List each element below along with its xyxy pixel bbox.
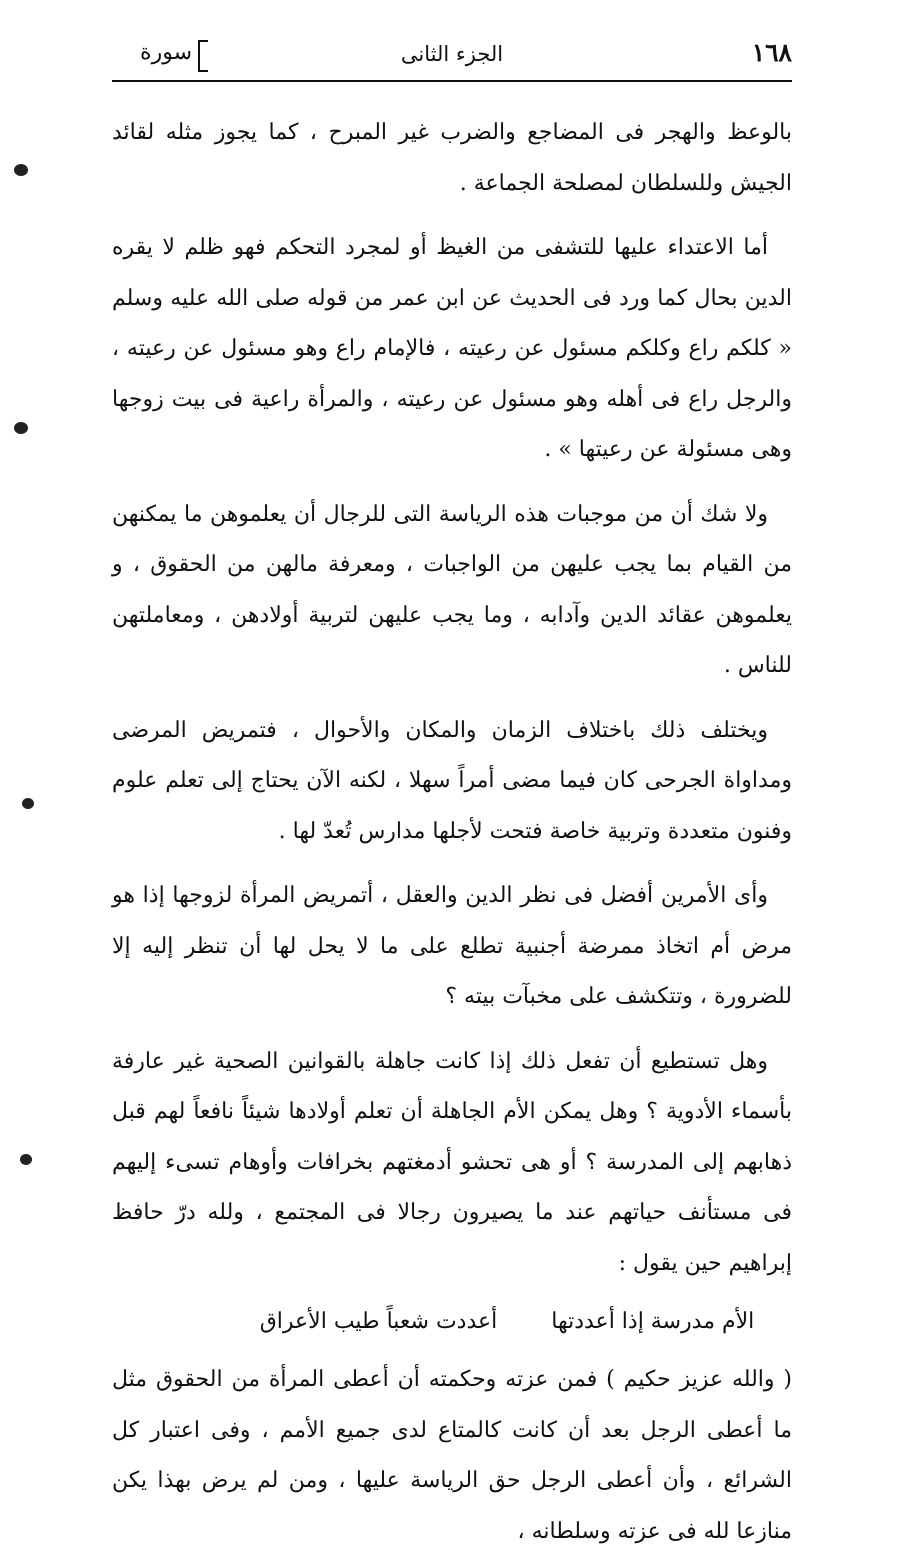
bracket-mark: [198, 40, 208, 72]
ink-speck: [20, 1154, 32, 1165]
part-label: الجزء الثانى: [400, 42, 504, 66]
paragraph-1: بالوعظ والهجر فى المضاجع والضرب غير المبرح ، كما يجوز مثله لقائد الجيش وللسلطان لمصلحة الجماعة .: [112, 120, 792, 196]
paragraph-6: وهل تستطيع أن تفعل ذلك إذا كانت جاهلة بالقوانين الصحية غير عارفة بأسماء الأدوية ؟ وهل يمكن الأم الجاهلة أن تعلم أولادها شيئاً نافعاً لهم قبل ذهابهم إلى المدرسة ؟ أو هى تحشو أدمغتهم بخرافات وأوهام تسىء إليهم فى مستأنف حياتهم عند ما يصيرون رجالا فى المجتمع ، ولله درّ حافظ إبراهيم حين يقول :: [112, 1048, 792, 1276]
ink-speck: [14, 164, 28, 176]
sura-heading: [112, 40, 208, 74]
ink-speck: [22, 798, 34, 809]
page-number: ١٦٨: [751, 38, 792, 67]
poetry-verse: [112, 1297, 792, 1347]
paragraph-3: ولا شك أن من موجبات هذه الرياسة التى للرجال أن يعلموهن ما يمكنهن من القيام بما يجب عليهن من الواجبات ، ومعرفة مالهن من الحقوق ، و يعلموهن عقائد الدين وآدابه ، وما يجب عليهن لتربية أولادهن ، ومعاملتهن للناس .: [112, 501, 792, 678]
sura-label: سورة: [140, 40, 192, 65]
running-header: [112, 36, 792, 80]
verse-first-hemistich: الأم مدرسة إذا أعددتها: [551, 1309, 755, 1334]
paragraph-4: ويختلف ذلك باختلاف الزمان والمكان والأحوال ، فتمريض المرضى ومداواة الجرحى كان فيما مضى أمراً سهلا ، لكنه الآن يحتاج إلى تعلم علوم وفنون متعددة وتربية خاصة فتحت لأجلها مدارس تُعدّ لها .: [112, 717, 792, 844]
paragraph-7: ( والله عزيز حكيم ) فمن عزته وحكمته أن أعطى المرأة من الحقوق مثل ما أعطى الرجل بعد أن كانت كالمتاع لدى جميع الأمم ، وفى اعتبار كل الشرائع ، وأن أعطى الرجل حق الرياسة عليها ، ومن لم يرض بهذا يكن منازعا لله فى عزته وسلطانه ،: [112, 1367, 792, 1544]
header-rule: [112, 80, 792, 82]
paragraph-2: أما الاعتداء عليها للتشفى من الغيظ أو لمجرد التحكم فهو ظلم لا يقره الدين بحال كما ورد فى الحديث عن ابن عمر من قوله صلى الله عليه وسلم « كلكم راع وكلكم مسئول عن رعيته ، فالإمام راع وهو مسئول عن رعيته ، والرجل راع فى أهله وهو مسئول عن رعيته ، والمرأة راعية فى بيت زوجها وهى مسئولة عن رعيتها » .: [112, 235, 792, 462]
paragraph-5: وأى الأمرين أفضل فى نظر الدين والعقل ، أتمريض المرأة لزوجها إذا هو مرض أم اتخاذ ممرضة أجنبية تطلع على ما لا يحل لها أن تنظر إليه إلا للضرورة ، وتتكشف على مخبآت بيته ؟: [112, 883, 792, 1009]
ink-speck: [14, 422, 28, 434]
page-body: [112, 108, 792, 1544]
verse-second-hemistich: أعددت شعباً طيب الأعراق: [259, 1309, 498, 1334]
